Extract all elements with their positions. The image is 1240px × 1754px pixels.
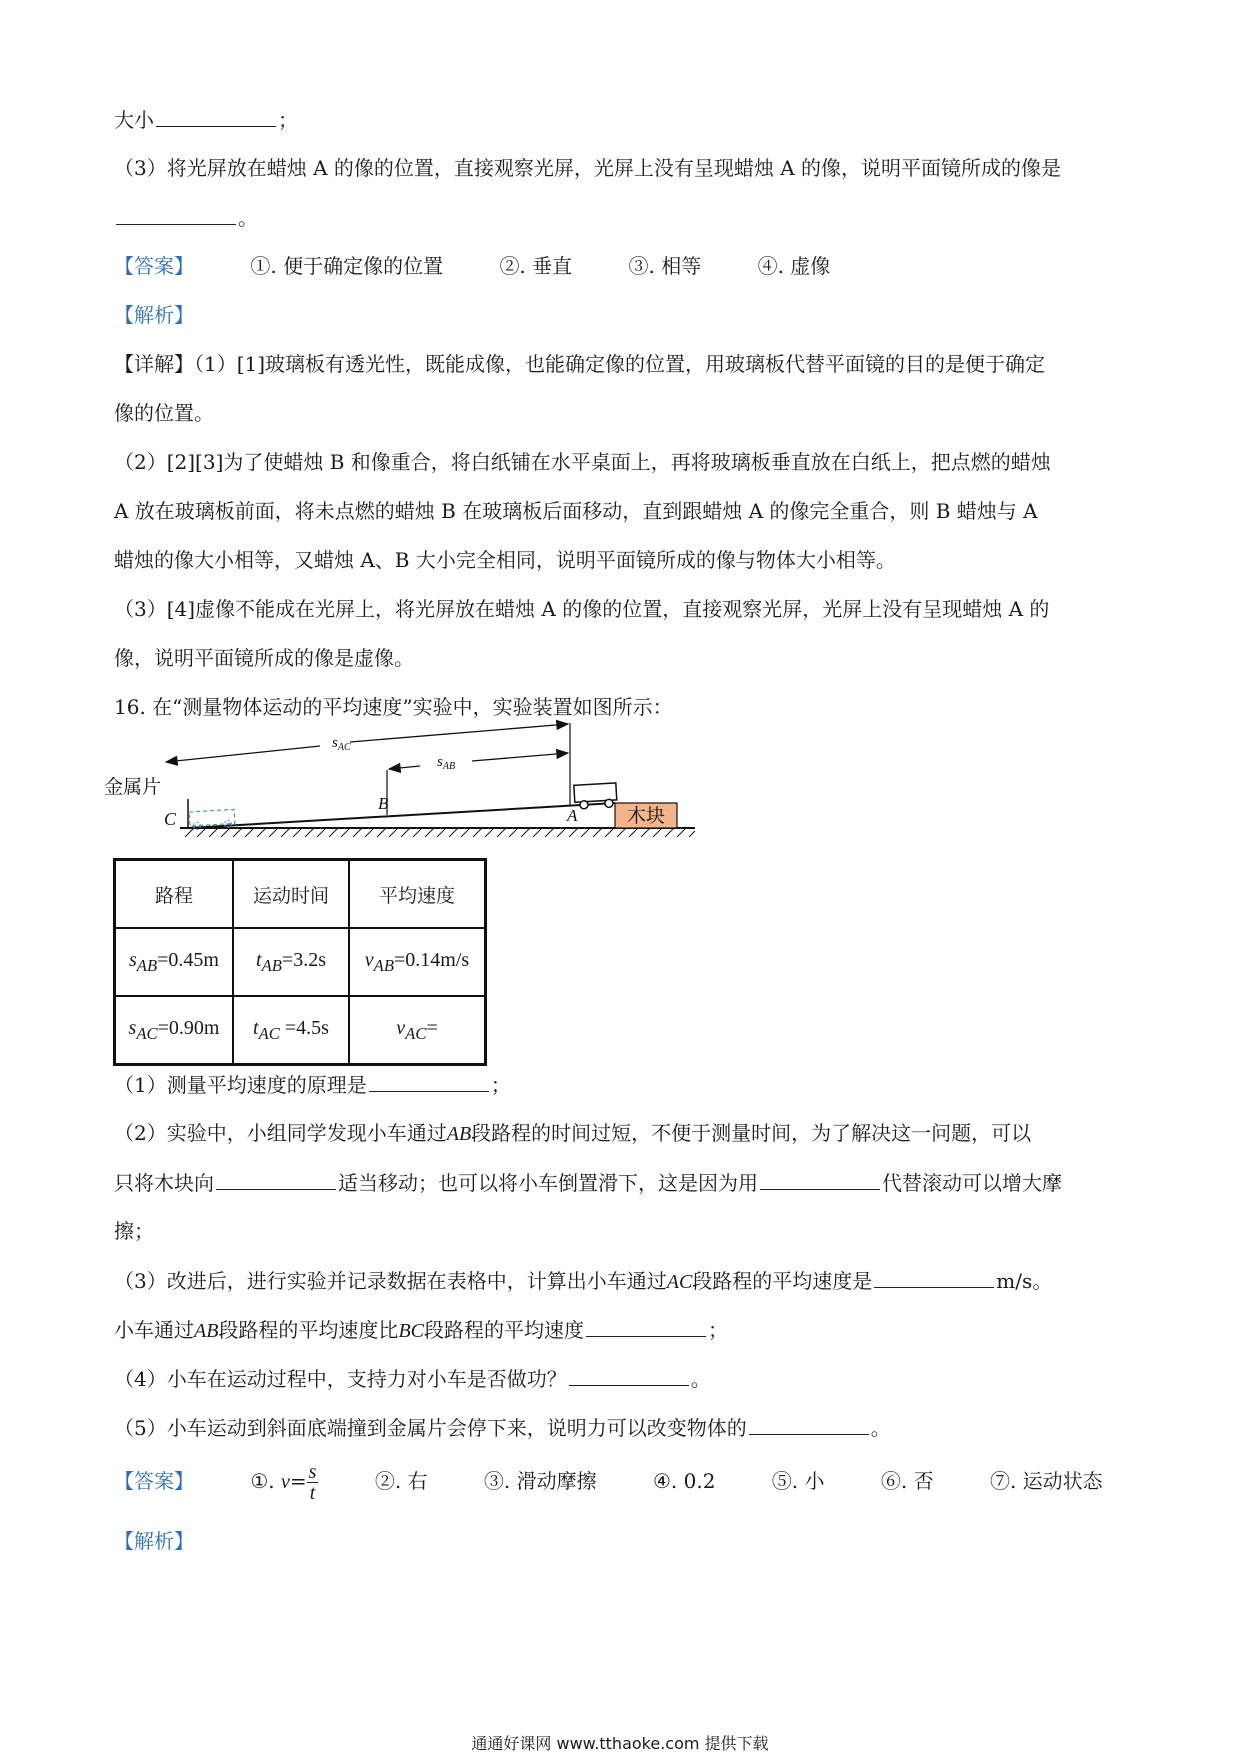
detail-3a: （3）[4]虚像不能成在光屏上，将光屏放在蜡烛 A 的像的位置，直接观察光屏，光屏上没有呈现蜡烛 A 的	[114, 597, 1050, 621]
analysis-label: 【解析】	[114, 303, 194, 327]
detail-1b: 像的位置。	[114, 401, 214, 425]
q16-5: （5）小车运动到斜面底端撞到金属片会停下来，说明力可以改变物体的 。	[114, 1416, 891, 1440]
incline-plane	[188, 803, 615, 828]
answer-item: ②. 垂直	[499, 254, 573, 278]
answer-item: ①. 便于确定像的位置	[250, 254, 444, 278]
answer-blank[interactable]	[874, 1267, 994, 1288]
answer-blank[interactable]	[569, 1365, 689, 1386]
arrow-sab-right	[472, 753, 568, 761]
answer-item: ③. 相等	[628, 254, 702, 278]
q16-answer-line	[114, 1458, 1103, 1505]
q16-analysis-label: 【解析】	[114, 1529, 194, 1553]
cart-dashed	[189, 809, 235, 826]
answer-blank[interactable]	[116, 204, 236, 225]
answer-blank[interactable]	[586, 1316, 706, 1337]
answer-label: 【答案】	[114, 1469, 194, 1493]
ground-hatch	[185, 828, 695, 837]
table-cell: $v_{AB}=0.14m/s$	[349, 928, 486, 996]
table-cell: $v_{AC}=$	[349, 996, 486, 1065]
answer-item: ④. 虚像	[757, 254, 831, 278]
detail-3b: 像，说明平面镜所成的像是虚像。	[114, 646, 414, 670]
table-header: 路程	[115, 860, 234, 929]
q16-1: （1）测量平均速度的原理是 ；	[114, 1073, 511, 1097]
table-cell: $s_{AB}=0.45m$	[115, 928, 234, 996]
q16-3b: 小车通过AB段路程的平均速度比BC段路程的平均速度 ；	[114, 1318, 728, 1342]
table-header-row	[115, 860, 486, 929]
detail-1a: 【详解】（1）[1]玻璃板有透光性，既能成像，也能确定像的位置，用玻璃板代替平面镜的目的是便于确定	[114, 352, 1046, 376]
answer-item: ⑤. 小	[771, 1469, 825, 1493]
answer-blank[interactable]	[156, 106, 276, 127]
fraction: $\frac{s}{t}$	[308, 1461, 317, 1504]
q16-title: 16. 在“测量物体运动的平均速度”实验中，实验装置如图所示：	[114, 695, 673, 719]
cart	[574, 783, 617, 809]
q16-2b: 只将木块向 适当移动；也可以将小车倒置滑下，这是因为用 代替滚动可以增大摩	[114, 1171, 1062, 1195]
answer-item: ⑦. 运动状态	[989, 1469, 1103, 1493]
label-c: C	[164, 809, 177, 829]
answer-blank[interactable]	[749, 1414, 869, 1435]
prev-answer-line	[114, 253, 830, 279]
answer-item: ④. 0.2	[652, 1469, 716, 1493]
label-sac: $s_{AC}$	[332, 735, 351, 753]
prev-q3-blank-line: 。	[114, 204, 258, 231]
page-footer: 通通好课网 www.tthaoke.com 提供下载	[471, 1734, 769, 1753]
table-cell: $t_{AB}=3.2s$	[233, 928, 349, 996]
arrow-sab-left	[389, 766, 420, 769]
prev-q3: （3）将光屏放在蜡烛 A 的像的位置，直接观察光屏，光屏上没有呈现蜡烛 A 的像，说明平面镜所成的像是	[114, 156, 1062, 180]
data-table	[113, 858, 487, 1066]
answer-item-formula: ①. v= $\frac{s}{t}$	[250, 1461, 317, 1504]
arrow-sac-right	[350, 724, 568, 742]
table-row	[115, 928, 486, 996]
table-header: 运动时间	[233, 860, 349, 929]
incline-figure	[104, 725, 710, 845]
answer-item: ⑥. 否	[880, 1469, 934, 1493]
arrow-sac-left	[166, 746, 320, 762]
answer-item: ②. 右	[374, 1469, 428, 1493]
detail-2a: （2）[2][3]为了使蜡烛 B 和像重合，将白纸铺在水平桌面上，再将玻璃板垂直放在白纸上，把点燃的蜡烛	[114, 450, 1051, 474]
prev-q2-tail: 大小 ；	[114, 108, 298, 132]
detail-2b: A 放在玻璃板前面，将未点燃的蜡烛 B 在玻璃板后面移动，直到跟蜡烛 A 的像完全重合，则 B 蜡烛与 A	[114, 499, 1038, 523]
wood-block-label: 木块	[626, 805, 666, 827]
label-metal: 金属片	[104, 776, 162, 798]
table-header: 平均速度	[349, 860, 486, 929]
table-row	[115, 996, 486, 1065]
q16-2c: 擦；	[114, 1219, 154, 1243]
table-cell: $t_{AC} =4.5s$	[233, 996, 349, 1065]
q16-2a: （2）实验中，小组同学发现小车通过AB段路程的时间过短，不便于测量时间，为了解决这一问题，可以	[114, 1121, 1032, 1145]
answer-label: 【答案】	[114, 254, 194, 278]
q16-3a: （3）改进后，进行实验并记录数据在表格中，计算出小车通过AC段路程的平均速度是 m/s。	[114, 1269, 1053, 1293]
answer-item: ③. 滑动摩擦	[483, 1469, 597, 1493]
q16-4: （4）小车在运动过程中，支持力对小车是否做功？ 。	[114, 1367, 711, 1391]
label-b: B	[378, 794, 389, 813]
label-sab: $s_{AB}$	[437, 754, 456, 772]
answer-blank[interactable]	[216, 1169, 336, 1190]
table-cell: $s_{AC}=0.90m$	[115, 996, 234, 1065]
detail-2c: 蜡烛的像大小相等，又蜡烛 A、B 大小完全相同，说明平面镜所成的像与物体大小相等。	[114, 548, 896, 572]
label-a: A	[567, 806, 578, 825]
answer-blank[interactable]	[760, 1169, 880, 1190]
answer-blank[interactable]	[369, 1071, 489, 1092]
